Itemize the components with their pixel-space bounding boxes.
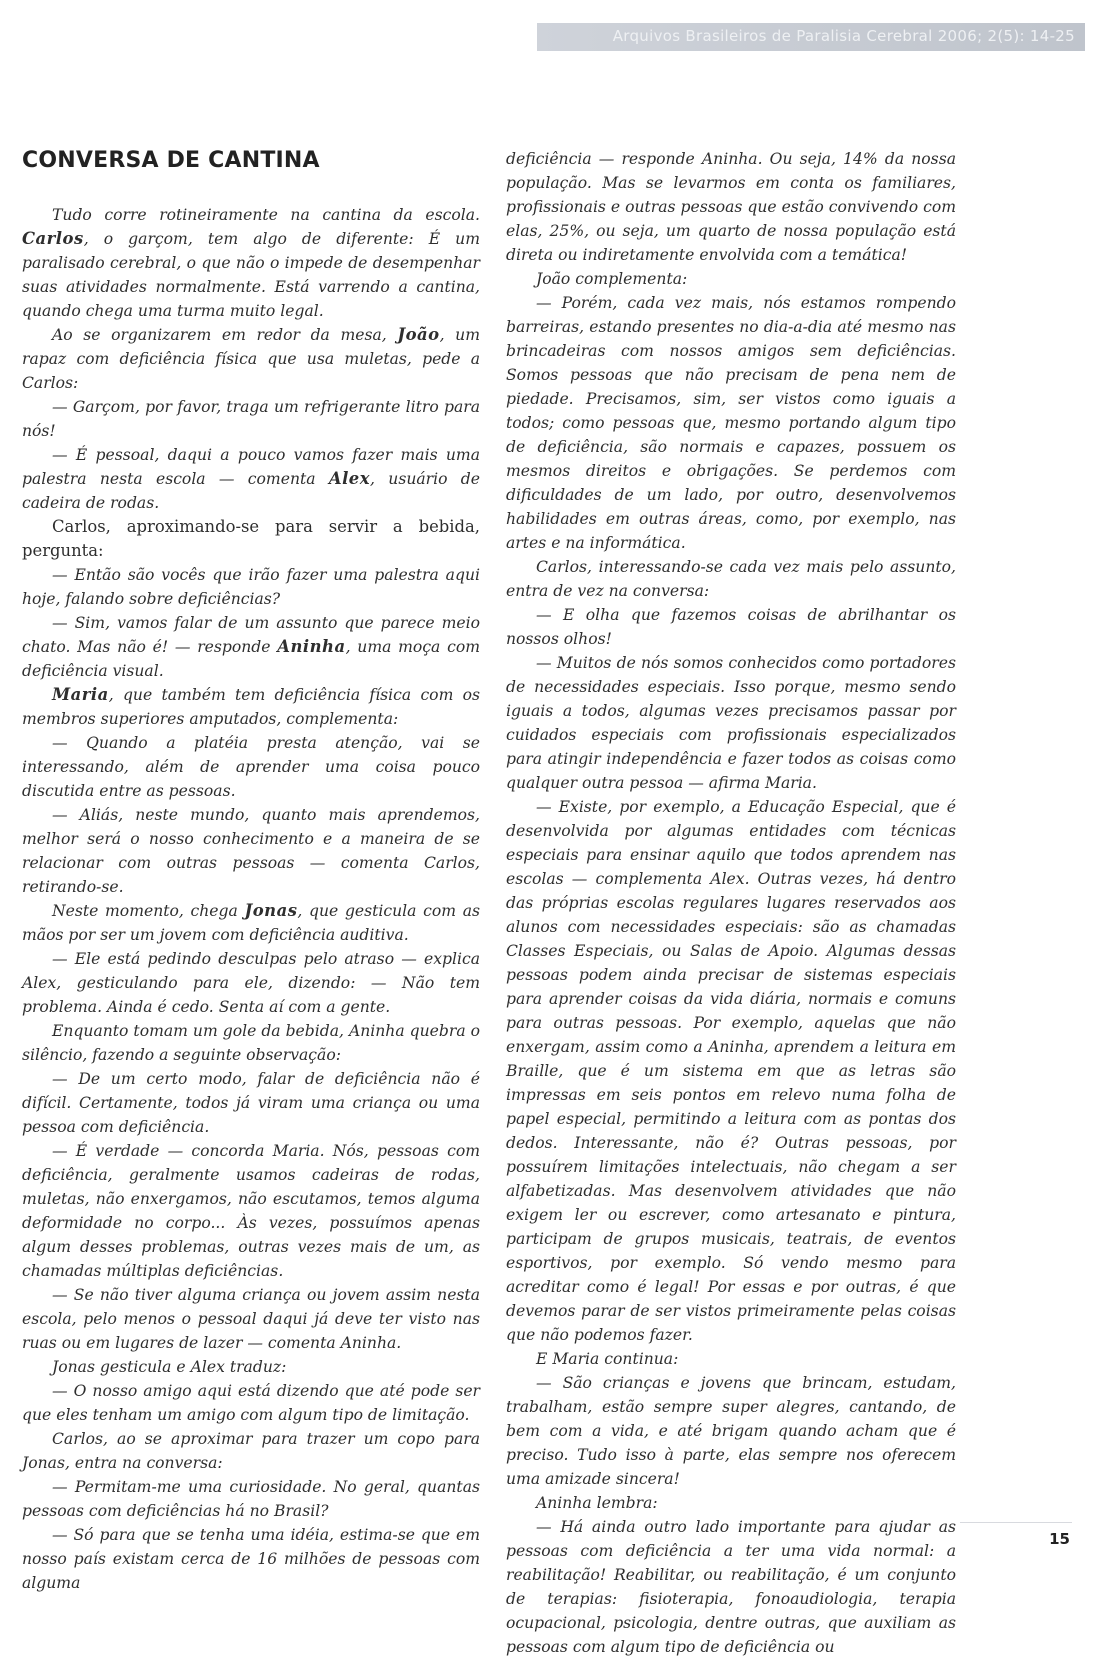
paragraph: deficiência — responde Aninha. Ou seja, 14% da nossa população. Mas se levarmos em conta os familiares, profissionais e outras pessoas que estão convivendo com elas, 25%, ou seja, um quarto de nossa população está direta ou indiretamente envolvida com a temática! bbox=[506, 150, 956, 264]
paragraph: Ao se organizarem em redor da mesa, João, um rapaz com deficiência física que usa muletas, pede a Carlos: bbox=[22, 325, 480, 392]
paragraph: Carlos, aproximando-se para servir a bebida, pergunta: bbox=[22, 517, 480, 560]
right-column bbox=[506, 147, 956, 1659]
paragraph: Maria, que também tem deficiência física com os membros superiores amputados, complementa: bbox=[22, 685, 480, 728]
paragraph: — Existe, por exemplo, a Educação Especial, que é desenvolvida por algumas entidades com técnicas especiais para ensinar aquilo que todos aprendem nas escolas — complementa Alex. Outras vezes, há dentro das próprias escolas regulares lugares reservados aos alunos com necessidades especiais: são as chamadas Classes Especiais, ou Salas de Apoio. Algumas dessas pessoas podem ainda precisar de sistemas especiais para aprender coisas da vida diária, normais e comuns para outras pessoas. Por exemplo, aquelas que não enxergam, assim como a Aninha, aprendem a leitura em Braille, que é um sistema em que as letras são impressas em seis pontos em relevo numa folha de papel especial, permitindo a leitura com as pontas dos dedos. Interessante, não é? Outras pessoas, por possuírem limitações intelectuais, não chegam a ser alfabetizadas. Mas desenvolvem atividades que não exigem ler ou escrever, como artesanato e pintura, participam de grupos musicais, teatrais, de eventos esportivos, por exemplo. Só vendo mesmo para acreditar como é legal! Por essas e por outras, é que devemos parar de ser vistos primeiramente pelas coisas que não podemos fazer. bbox=[506, 798, 956, 1344]
character-name: Carlos bbox=[22, 229, 84, 248]
paragraph: Carlos, interessando-se cada vez mais pelo assunto, entra de vez na conversa: bbox=[506, 558, 956, 600]
paragraph: Carlos, ao se aproximar para trazer um copo para Jonas, entra na conversa: bbox=[22, 1430, 480, 1472]
paragraph: — O nosso amigo aqui está dizendo que até pode ser que eles tenham um amigo com algum tipo de limitação. bbox=[22, 1382, 480, 1424]
character-name: João bbox=[397, 325, 440, 344]
page-number: 15 bbox=[1049, 1530, 1070, 1548]
paragraph: — Garçom, por favor, traga um refrigerante litro para nós! bbox=[22, 398, 480, 440]
paragraph: — Permitam-me uma curiosidade. No geral, quantas pessoas com deficiências há no Brasil? bbox=[22, 1478, 480, 1520]
paragraph: — É pessoal, daqui a pouco vamos fazer mais uma palestra nesta escola — comenta Alex, usuário de cadeira de rodas. bbox=[22, 446, 481, 512]
article-title: CONVERSA DE CANTINA bbox=[22, 148, 320, 173]
paragraph: — Muitos de nós somos conhecidos como portadores de necessidades especiais. Isso porque, mesmo sendo iguais a todos, algumas vezes precisamos passar por cuidados especiais com profissionais especializados para atingir independência e fazer todos as coisas como qualquer outra pessoa — afirma Maria. bbox=[506, 654, 956, 792]
paragraph: — E olha que fazemos coisas de abrilhantar os nossos olhos! bbox=[506, 606, 956, 648]
paragraph: — De um certo modo, falar de deficiência não é difícil. Certamente, todos já viram uma criança ou uma pessoa com deficiência. bbox=[22, 1070, 480, 1136]
journal-header-band bbox=[537, 23, 1085, 51]
paragraph: — Há ainda outro lado importante para ajudar as pessoas com deficiência a ter uma vida normal: a reabilitação! Reabilitar, ou reabilitação, é um conjunto de terapias: fisioterapia, fonoaudiologia, terapia ocupacional, psicologia, dentre outras, que auxiliam as pessoas com algum tipo de deficiência ou bbox=[506, 1518, 956, 1656]
paragraph: Jonas gesticula e Alex traduz: bbox=[52, 1358, 287, 1376]
paragraph: — Só para que se tenha uma idéia, estima-se que em nosso país existam cerca de 16 milhões de pessoas com alguma bbox=[22, 1526, 480, 1592]
character-name: Aninha bbox=[277, 637, 346, 656]
paragraph: — Porém, cada vez mais, nós estamos rompendo barreiras, estando presentes no dia-a-dia até mesmo nas brincadeiras com nossos amigos sem deficiências. Somos pessoas que não precisam de pena nem de piedade. Precisamos, sim, ser vistos como iguais a todos; como pessoas que, mesmo portando algum tipo de deficiência, são normais e capazes, possuem os mesmos direitos e obrigações. Se perdemos com dificuldades de um lado, por outro, desenvolvemos habilidades em outras áreas, como, por exemplo, nas artes e na informática. bbox=[506, 294, 956, 552]
paragraph: — É verdade — concorda Maria. Nós, pessoas com deficiência, geralmente usamos cadeiras de rodas, muletas, não enxergamos, não escutamos, temos alguma deformidade no corpo... Às vezes, possuímos apenas algum desses problemas, outras vezes mais de um, as chamadas múltiplas deficiências. bbox=[22, 1142, 480, 1280]
footer-rule bbox=[960, 1522, 1072, 1523]
paragraph: Aninha lembra: bbox=[536, 1494, 658, 1512]
paragraph: — Então são vocês que irão fazer uma palestra aqui hoje, falando sobre deficiências? bbox=[22, 566, 480, 608]
character-name: Maria bbox=[52, 685, 109, 704]
left-column bbox=[22, 203, 480, 1595]
journal-citation: Arquivos Brasileiros de Paralisia Cerebral 2006; 2(5): 14-25 bbox=[612, 27, 1075, 45]
paragraph: — Aliás, neste mundo, quanto mais aprendemos, melhor será o nosso conhecimento e a maneira de se relacionar com outras pessoas — comenta Carlos, retirando-se. bbox=[22, 806, 480, 896]
paragraph: — Sim, vamos falar de um assunto que parece meio chato. Mas não é! — responde Aninha, uma moça com deficiência visual. bbox=[22, 614, 480, 680]
character-name: Alex bbox=[328, 469, 371, 488]
paragraph: João complementa: bbox=[536, 270, 688, 288]
paragraph: — Quando a platéia presta atenção, vai se interessando, além de aprender uma coisa pouco discutida entre as pessoas. bbox=[22, 734, 480, 800]
paragraph: E Maria continua: bbox=[536, 1350, 679, 1368]
paragraph: Tudo corre rotineiramente na cantina da escola. Carlos, o garçom, tem algo de diferente: É um paralisado cerebral, o que não o impede de desempenhar suas atividades normalmente. Está varrendo a cantina, quando chega uma turma muito legal. bbox=[22, 206, 480, 320]
character-name: Jonas bbox=[244, 901, 298, 920]
paragraph: — Ele está pedindo desculpas pelo atraso — explica Alex, gesticulando para ele, dizendo: — Não tem problema. Ainda é cedo. Senta aí com a gente. bbox=[22, 950, 480, 1016]
paragraph: Neste momento, chega Jonas, que gesticula com as mãos por ser um jovem com deficiência auditiva. bbox=[22, 901, 480, 944]
paragraph: Enquanto tomam um gole da bebida, Aninha quebra o silêncio, fazendo a seguinte observação: bbox=[22, 1022, 480, 1064]
paragraph: — Se não tiver alguma criança ou jovem assim nesta escola, pelo menos o pessoal daqui já deve ter visto nas ruas ou em lugares de lazer — comenta Aninha. bbox=[22, 1286, 480, 1352]
paragraph: — São crianças e jovens que brincam, estudam, trabalham, estão sempre super alegres, cantando, de bem com a vida, e até brigam quando acham que é preciso. Tudo isso à parte, elas sempre nos oferecem uma amizade sincera! bbox=[506, 1374, 956, 1488]
